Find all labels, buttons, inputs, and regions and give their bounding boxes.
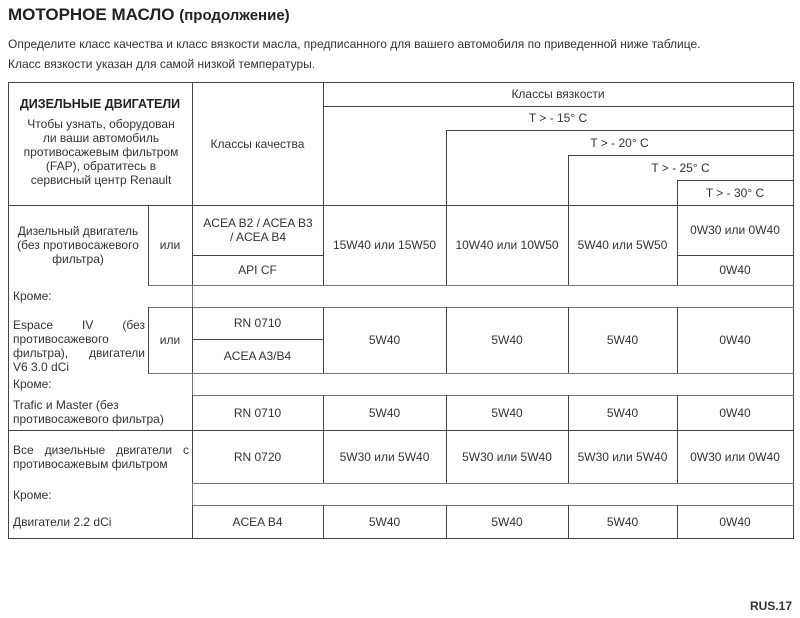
quality-class: API CF xyxy=(238,263,277,277)
except-label: Кроме: xyxy=(13,488,52,502)
quality-column-header: Классы качества xyxy=(210,136,305,151)
intro-text: Определите класс качества и класс вязкости масла, предписанного для вашего автомобиля по приведенной ниже таблице. xyxy=(8,37,701,51)
engine-name: Trafic и Master (без противосажевого фильтра) xyxy=(13,398,164,426)
quality-class: ACEA B2 / ACEA B3 / ACEA B4 xyxy=(203,216,313,244)
viscosity-value: 0W40 xyxy=(719,263,751,277)
divider xyxy=(148,285,794,286)
section-note: Чтобы узнать, оборудован ли ваши автомобиль противосажевым фильтром (FAP), обратитесь в сервисный центр Renault xyxy=(23,117,179,187)
viscosity-value: 0W30 или 0W40 xyxy=(690,449,780,464)
viscosity-value: 5W40 xyxy=(368,405,401,420)
temp-header-20: T > - 20° C xyxy=(590,135,649,150)
temp-header-15: T > - 15° C xyxy=(528,111,588,125)
viscosity-value: 5W40 xyxy=(606,514,639,529)
viscosity-value: 5W40 xyxy=(491,405,523,420)
section-title: ДИЗЕЛЬНЫЕ ДВИГАТЕЛИ xyxy=(19,97,181,111)
divider xyxy=(192,373,193,395)
divider xyxy=(192,483,193,505)
or-label: или xyxy=(159,238,181,252)
viscosity-value: 10W40 или 10W50 xyxy=(455,238,559,252)
temp-header-30: T > - 30° C xyxy=(705,185,765,200)
quality-class: RN 0710 xyxy=(233,316,282,330)
viscosity-value: 5W40 xyxy=(491,333,523,347)
title-suffix: (продолжение) xyxy=(179,7,290,24)
temp-header-25: T > - 25° C xyxy=(651,160,710,175)
engine-name: Espace IV (без противосажевого фильтра), двигатели V6 3.0 dCi xyxy=(13,318,145,374)
viscosity-value: 5W30 или 5W40 xyxy=(462,449,552,464)
quality-class: ACEA A3/B4 xyxy=(223,349,292,363)
quality-class: RN 0710 xyxy=(233,405,282,420)
divider xyxy=(192,285,193,307)
viscosity-value: 5W40 xyxy=(491,514,523,529)
page-title xyxy=(8,5,290,25)
quality-class: RN 0720 xyxy=(233,449,282,464)
viscosity-value: 5W40 xyxy=(368,333,401,347)
viscosity-value: 5W40 xyxy=(606,405,639,420)
viscosity-value: 0W40 xyxy=(719,333,751,347)
quality-class: ACEA B4 xyxy=(232,514,283,529)
or-label: или xyxy=(159,333,181,347)
except-label: Кроме: xyxy=(13,289,52,303)
engine-name: Все дизельные двигатели с противосажевым фильтром xyxy=(13,443,189,471)
viscosity-value: 0W40 xyxy=(719,514,751,529)
viscosity-value: 0W40 xyxy=(719,405,751,420)
viscosity-value: 5W40 xyxy=(606,333,639,347)
viscosity-value: 5W40 или 5W50 xyxy=(577,238,668,252)
intro-note: Класс вязкости указан для самой низкой температуры. xyxy=(8,57,316,71)
table-border-right xyxy=(793,82,794,539)
viscosity-value: 5W40 xyxy=(368,514,401,529)
title-main: МОТОРНОЕ МАСЛО xyxy=(8,5,175,24)
table-border-left xyxy=(8,82,9,539)
table-border-bottom xyxy=(8,538,794,539)
engine-name: Двигатели 2.2 dCi xyxy=(13,515,112,529)
viscosity-value: 5W30 или 5W40 xyxy=(577,449,668,464)
viscosity-column-header: Классы вязкости xyxy=(511,87,605,101)
viscosity-value: 0W30 или 0W40 xyxy=(690,223,780,237)
divider xyxy=(192,483,794,484)
viscosity-value: 5W30 или 5W40 xyxy=(339,449,430,464)
page-number: RUS.17 xyxy=(749,599,792,613)
except-label: Кроме: xyxy=(13,377,52,391)
divider xyxy=(148,373,794,374)
engine-name: Дизельный двигатель (без противосажевого фильтра) xyxy=(17,224,139,266)
viscosity-value: 15W40 или 15W50 xyxy=(332,238,437,252)
